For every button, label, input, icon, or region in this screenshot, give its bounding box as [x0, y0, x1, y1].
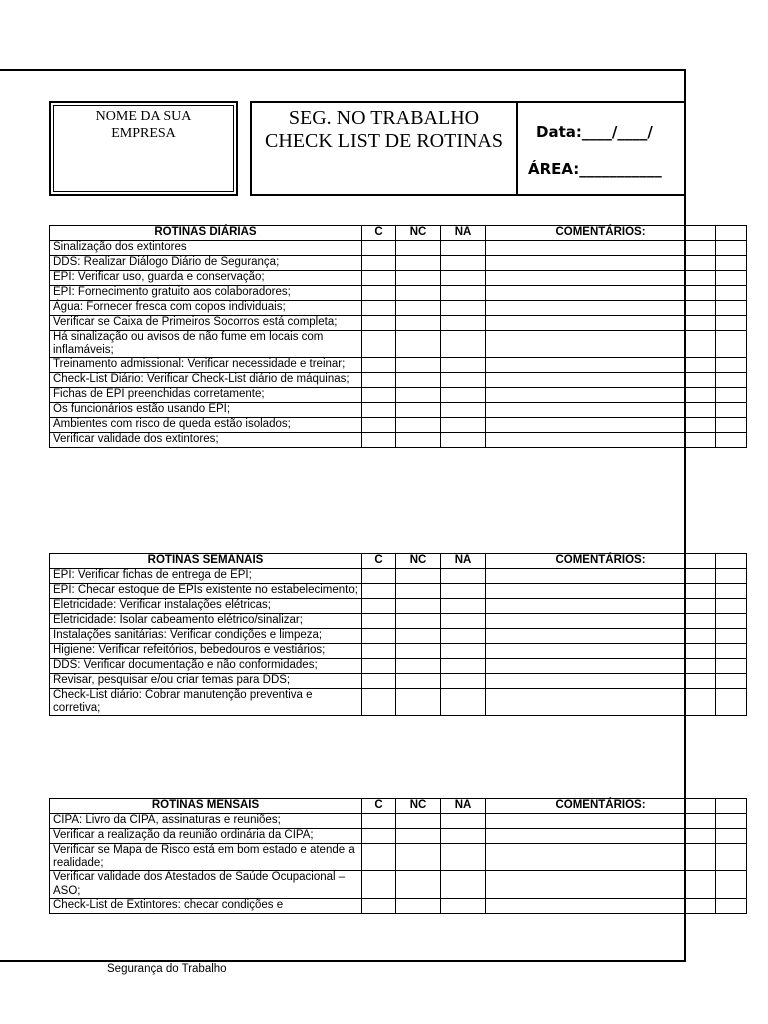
nc-cell[interactable]	[396, 418, 441, 433]
table-row	[50, 418, 747, 433]
routine-item: Eletricidade: Isolar cabeamento elétrico/sinalizar;	[50, 614, 362, 629]
routine-item: Check-List diário: Cobrar manutenção preventiva e corretiva;	[50, 689, 362, 716]
c-cell[interactable]	[362, 316, 396, 331]
comment-cell[interactable]	[486, 271, 716, 286]
na-cell[interactable]	[441, 659, 486, 674]
nc-cell[interactable]	[396, 286, 441, 301]
table-row	[50, 659, 747, 674]
comment-cell[interactable]	[486, 629, 716, 644]
comment-cell[interactable]	[486, 403, 716, 418]
extra-cell[interactable]	[716, 814, 747, 829]
nc-cell[interactable]	[396, 584, 441, 599]
na-cell[interactable]	[441, 614, 486, 629]
c-cell[interactable]	[362, 418, 396, 433]
nc-cell[interactable]	[396, 659, 441, 674]
comment-cell[interactable]	[486, 674, 716, 689]
table-row	[50, 241, 747, 256]
c-cell[interactable]	[362, 844, 396, 871]
comment-cell[interactable]	[486, 358, 716, 373]
na-cell[interactable]	[441, 373, 486, 388]
c-cell[interactable]	[362, 584, 396, 599]
table-row	[50, 599, 747, 614]
nc-cell[interactable]	[396, 358, 441, 373]
routine-item: Instalações sanitárias: Verificar condições e limpeza;	[50, 629, 362, 644]
column-na: NA	[441, 226, 486, 241]
c-cell[interactable]	[362, 271, 396, 286]
na-cell[interactable]	[441, 569, 486, 584]
comment-cell[interactable]	[486, 373, 716, 388]
extra-cell[interactable]	[716, 689, 747, 716]
extra-cell[interactable]	[716, 599, 747, 614]
extra-cell[interactable]	[716, 256, 747, 271]
nc-cell[interactable]	[396, 256, 441, 271]
table-row	[50, 614, 747, 629]
date-field: Data:____/____/	[536, 123, 653, 141]
table-row	[50, 689, 747, 716]
table-row	[50, 829, 747, 844]
comment-cell[interactable]	[486, 659, 716, 674]
extra-cell[interactable]	[716, 871, 747, 898]
routine-item: Verificar a realização da reunião ordinária da CIPA;	[50, 829, 362, 844]
c-cell[interactable]	[362, 433, 396, 448]
na-cell[interactable]	[441, 316, 486, 331]
na-cell[interactable]	[441, 331, 486, 358]
column-comments: COMENTÁRIOS:	[486, 226, 716, 241]
section-title: ROTINAS SEMANAIS	[50, 554, 362, 569]
table-header-row	[50, 799, 747, 814]
table-row	[50, 271, 747, 286]
nc-cell[interactable]	[396, 674, 441, 689]
c-cell[interactable]	[362, 829, 396, 844]
na-cell[interactable]	[441, 286, 486, 301]
extra-cell[interactable]	[716, 674, 747, 689]
table-row	[50, 373, 747, 388]
extra-cell[interactable]	[716, 271, 747, 286]
routine-item: Revisar, pesquisar e/ou criar temas para DDS;	[50, 674, 362, 689]
routine-item: Sinalização dos extintores	[50, 241, 362, 256]
title-line2: CHECK LIST DE ROTINAS	[265, 130, 503, 152]
nc-cell[interactable]	[396, 241, 441, 256]
table-row	[50, 286, 747, 301]
routine-item: Higiene: Verificar refeitórios, bebedouros e vestiários;	[50, 644, 362, 659]
comment-cell[interactable]	[486, 599, 716, 614]
routine-item: EPI: Verificar uso, guarda e conservação;	[50, 271, 362, 286]
c-cell[interactable]	[362, 599, 396, 614]
title-box	[250, 101, 686, 196]
comment-cell[interactable]	[486, 829, 716, 844]
comment-cell[interactable]	[486, 256, 716, 271]
comment-cell[interactable]	[486, 388, 716, 403]
nc-cell[interactable]	[396, 373, 441, 388]
extra-cell[interactable]	[716, 241, 747, 256]
c-cell[interactable]	[362, 644, 396, 659]
nc-cell[interactable]	[396, 814, 441, 829]
extra-cell[interactable]	[716, 316, 747, 331]
comment-cell[interactable]	[486, 569, 716, 584]
table-row	[50, 316, 747, 331]
na-cell[interactable]	[441, 689, 486, 716]
column-c: C	[362, 554, 396, 569]
extra-cell[interactable]	[716, 584, 747, 599]
nc-cell[interactable]	[396, 898, 441, 913]
nc-cell[interactable]	[396, 388, 441, 403]
routine-item: Verificar se Mapa de Risco está em bom estado e atende a realidade;	[50, 844, 362, 871]
table-row	[50, 584, 747, 599]
nc-cell[interactable]	[396, 316, 441, 331]
table-row	[50, 256, 747, 271]
routine-item: Verificar validade dos Atestados de Saúde Ocupacional – ASO;	[50, 871, 362, 898]
title-line1: SEG. NO TRABALHO	[288, 107, 480, 129]
na-cell[interactable]	[441, 898, 486, 913]
routine-item: Água: Fornecer fresca com copos individuais;	[50, 301, 362, 316]
extra-cell[interactable]	[716, 629, 747, 644]
daily-routines-table	[49, 225, 747, 448]
meta-box	[520, 103, 684, 194]
table-row	[50, 644, 747, 659]
routine-item: Ambientes com risco de queda estão isolados;	[50, 418, 362, 433]
c-cell[interactable]	[362, 814, 396, 829]
comment-cell[interactable]	[486, 689, 716, 716]
c-cell[interactable]	[362, 358, 396, 373]
table-row	[50, 433, 747, 448]
table-row	[50, 871, 747, 898]
table-row	[50, 674, 747, 689]
column-na: NA	[441, 799, 486, 814]
nc-cell[interactable]	[396, 689, 441, 716]
nc-cell[interactable]	[396, 599, 441, 614]
c-cell[interactable]	[362, 898, 396, 913]
na-cell[interactable]	[441, 301, 486, 316]
table-row	[50, 403, 747, 418]
nc-cell[interactable]	[396, 844, 441, 871]
nc-cell[interactable]	[396, 301, 441, 316]
comment-cell[interactable]	[486, 301, 716, 316]
routine-item: Fichas de EPI preenchidas corretamente;	[50, 388, 362, 403]
c-cell[interactable]	[362, 569, 396, 584]
company-name-line1: NOME DA SUA	[95, 109, 192, 124]
c-cell[interactable]	[362, 286, 396, 301]
comment-cell[interactable]	[486, 898, 716, 913]
na-cell[interactable]	[441, 418, 486, 433]
table-row	[50, 814, 747, 829]
column-extra	[716, 554, 747, 569]
comment-cell[interactable]	[486, 286, 716, 301]
comment-cell[interactable]	[486, 614, 716, 629]
nc-cell[interactable]	[396, 403, 441, 418]
na-cell[interactable]	[441, 433, 486, 448]
table-row	[50, 388, 747, 403]
c-cell[interactable]	[362, 689, 396, 716]
table-row	[50, 331, 747, 358]
nc-cell[interactable]	[396, 829, 441, 844]
c-cell[interactable]	[362, 629, 396, 644]
extra-cell[interactable]	[716, 569, 747, 584]
extra-cell[interactable]	[716, 844, 747, 871]
table-row	[50, 898, 747, 913]
table-header-row	[50, 554, 747, 569]
na-cell[interactable]	[441, 644, 486, 659]
na-cell[interactable]	[441, 814, 486, 829]
nc-cell[interactable]	[396, 271, 441, 286]
na-cell[interactable]	[441, 599, 486, 614]
table-row	[50, 301, 747, 316]
c-cell[interactable]	[362, 388, 396, 403]
column-nc: NC	[396, 799, 441, 814]
extra-cell[interactable]	[716, 644, 747, 659]
na-cell[interactable]	[441, 829, 486, 844]
routine-item: Check-List Diário: Verificar Check-List diário de máquinas;	[50, 373, 362, 388]
routine-item: Check-List de Extintores: checar condições e	[50, 898, 362, 913]
c-cell[interactable]	[362, 256, 396, 271]
column-nc: NC	[396, 226, 441, 241]
column-extra	[716, 799, 747, 814]
comment-cell[interactable]	[486, 433, 716, 448]
comment-cell[interactable]	[486, 584, 716, 599]
table-row	[50, 629, 747, 644]
c-cell[interactable]	[362, 373, 396, 388]
routine-item: Treinamento admissional: Verificar necessidade e treinar;	[50, 358, 362, 373]
column-nc: NC	[396, 554, 441, 569]
na-cell[interactable]	[441, 256, 486, 271]
extra-cell[interactable]	[716, 286, 747, 301]
section-title: ROTINAS DIÁRIAS	[50, 226, 362, 241]
weekly-routines-table	[49, 553, 747, 716]
column-na: NA	[441, 554, 486, 569]
extra-cell[interactable]	[716, 358, 747, 373]
nc-cell[interactable]	[396, 644, 441, 659]
routine-item: Eletricidade: Verificar instalações elétricas;	[50, 599, 362, 614]
routine-item: Há sinalização ou avisos de não fume em locais com inflamáveis;	[50, 331, 362, 358]
na-cell[interactable]	[441, 844, 486, 871]
comment-cell[interactable]	[486, 331, 716, 358]
comment-cell[interactable]	[486, 871, 716, 898]
document-title	[252, 103, 518, 194]
extra-cell[interactable]	[716, 373, 747, 388]
nc-cell[interactable]	[396, 629, 441, 644]
table-row	[50, 358, 747, 373]
nc-cell[interactable]	[396, 569, 441, 584]
na-cell[interactable]	[441, 674, 486, 689]
extra-cell[interactable]	[716, 331, 747, 358]
na-cell[interactable]	[441, 871, 486, 898]
section-title: ROTINAS MENSAIS	[50, 799, 362, 814]
na-cell[interactable]	[441, 403, 486, 418]
column-c: C	[362, 226, 396, 241]
extra-cell[interactable]	[716, 829, 747, 844]
column-comments: COMENTÁRIOS:	[486, 799, 716, 814]
na-cell[interactable]	[441, 241, 486, 256]
na-cell[interactable]	[441, 358, 486, 373]
comment-cell[interactable]	[486, 241, 716, 256]
area-field: ÁREA:___________	[528, 160, 662, 178]
company-name-box	[49, 101, 238, 196]
na-cell[interactable]	[441, 271, 486, 286]
table-row	[50, 844, 747, 871]
routine-item: Verificar validade dos extintores;	[50, 433, 362, 448]
routine-item: Os funcionários estão usando EPI;	[50, 403, 362, 418]
table-row	[50, 569, 747, 584]
c-cell[interactable]	[362, 331, 396, 358]
c-cell[interactable]	[362, 301, 396, 316]
company-name-line2: EMPRESA	[111, 126, 176, 141]
extra-cell[interactable]	[716, 659, 747, 674]
comment-cell[interactable]	[486, 316, 716, 331]
nc-cell[interactable]	[396, 614, 441, 629]
extra-cell[interactable]	[716, 301, 747, 316]
area-field-continuation: ___	[586, 178, 609, 196]
routine-item: Verificar se Caixa de Primeiros Socorros está completa;	[50, 316, 362, 331]
c-cell[interactable]	[362, 871, 396, 898]
column-extra	[716, 226, 747, 241]
extra-cell[interactable]	[716, 433, 747, 448]
routine-item: EPI: Verificar fichas de entrega de EPI;	[50, 569, 362, 584]
comment-cell[interactable]	[486, 644, 716, 659]
nc-cell[interactable]	[396, 433, 441, 448]
c-cell[interactable]	[362, 614, 396, 629]
extra-cell[interactable]	[716, 403, 747, 418]
routine-item: EPI: Fornecimento gratuito aos colaboradores;	[50, 286, 362, 301]
extra-cell[interactable]	[716, 418, 747, 433]
routine-item: DDS: Realizar Diálogo Diário de Segurança;	[50, 256, 362, 271]
extra-cell[interactable]	[716, 898, 747, 913]
comment-cell[interactable]	[486, 814, 716, 829]
nc-cell[interactable]	[396, 871, 441, 898]
nc-cell[interactable]	[396, 331, 441, 358]
routine-item: DDS: Verificar documentação e não conformidades;	[50, 659, 362, 674]
comment-cell[interactable]	[486, 844, 716, 871]
routine-item: CIPA: Livro da CIPA, assinaturas e reuniões;	[50, 814, 362, 829]
table-header-row	[50, 226, 747, 241]
c-cell[interactable]	[362, 241, 396, 256]
footer-text: Segurança do Trabalho	[107, 963, 227, 975]
c-cell[interactable]	[362, 659, 396, 674]
comment-cell[interactable]	[486, 418, 716, 433]
na-cell[interactable]	[441, 584, 486, 599]
na-cell[interactable]	[441, 629, 486, 644]
na-cell[interactable]	[441, 388, 486, 403]
c-cell[interactable]	[362, 403, 396, 418]
column-comments: COMENTÁRIOS:	[486, 554, 716, 569]
extra-cell[interactable]	[716, 614, 747, 629]
routine-item: EPI: Checar estoque de EPIs existente no estabelecimento;	[50, 584, 362, 599]
monthly-routines-table	[49, 798, 747, 914]
column-c: C	[362, 799, 396, 814]
extra-cell[interactable]	[716, 388, 747, 403]
c-cell[interactable]	[362, 674, 396, 689]
